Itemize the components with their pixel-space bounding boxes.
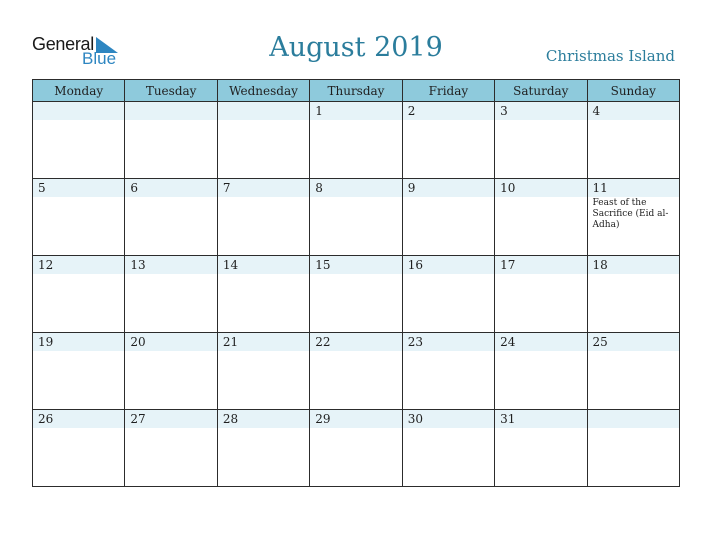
day-cell[interactable] <box>217 102 309 179</box>
day-cell[interactable] <box>125 179 217 256</box>
day-cell[interactable] <box>402 333 494 410</box>
logo-text-blue: Blue <box>82 49 117 68</box>
day-number: 10 <box>500 181 516 195</box>
day-cell[interactable] <box>125 410 217 487</box>
day-cell-band <box>125 102 216 120</box>
day-cell[interactable] <box>402 410 494 487</box>
day-cell[interactable] <box>217 256 309 333</box>
day-number: 21 <box>222 335 239 349</box>
calendar-grid <box>32 79 680 487</box>
day-cell[interactable] <box>310 179 402 256</box>
day-number: 28 <box>222 412 239 426</box>
week-row <box>33 179 680 256</box>
day-cell[interactable] <box>587 333 679 410</box>
day-number: 1 <box>315 104 323 118</box>
day-cell[interactable] <box>495 102 587 179</box>
day-cell[interactable] <box>495 333 587 410</box>
day-cell-band <box>403 179 494 197</box>
day-cell[interactable] <box>310 102 402 179</box>
logo-text-general: General <box>32 34 94 54</box>
day-cell-band <box>588 102 679 120</box>
weekday-header: Friday <box>402 80 494 102</box>
day-cell[interactable] <box>217 179 309 256</box>
day-number: 9 <box>407 181 416 195</box>
day-cell[interactable] <box>402 256 494 333</box>
week-row <box>33 102 680 179</box>
weekday-header: Saturday <box>495 80 587 102</box>
region-label: Christmas Island <box>545 47 675 65</box>
day-cell[interactable] <box>310 333 402 410</box>
day-cell-band <box>588 410 679 428</box>
day-cell[interactable] <box>310 410 402 487</box>
week-row <box>33 410 680 487</box>
day-number: 14 <box>222 258 239 272</box>
day-number: 2 <box>407 104 416 118</box>
day-number: 7 <box>222 181 231 195</box>
day-cell[interactable] <box>402 179 494 256</box>
day-number: 26 <box>38 412 54 426</box>
day-cell-band <box>310 102 401 120</box>
day-cell-band <box>310 179 401 197</box>
day-number: 8 <box>315 181 323 195</box>
day-number: 13 <box>130 258 146 272</box>
day-number: 23 <box>407 335 423 349</box>
day-cell[interactable] <box>125 256 217 333</box>
day-number: 15 <box>315 258 331 272</box>
weekday-header-row <box>33 80 680 102</box>
holiday-event: Feast of the Sacrifice (Eid al-Adha) <box>592 198 669 230</box>
day-cell-band <box>33 102 124 120</box>
day-number: 5 <box>38 181 46 195</box>
day-cell[interactable] <box>495 410 587 487</box>
day-cell[interactable] <box>495 256 587 333</box>
day-cell[interactable] <box>33 179 125 256</box>
day-number: 4 <box>592 104 601 118</box>
day-cell[interactable] <box>587 179 679 256</box>
day-cell[interactable] <box>587 102 679 179</box>
day-cell-band <box>125 179 216 197</box>
day-number: 6 <box>130 181 139 195</box>
day-number: 16 <box>407 258 423 272</box>
day-cell[interactable] <box>125 333 217 410</box>
day-number: 24 <box>500 335 516 349</box>
day-number: 25 <box>592 335 608 349</box>
day-number: 12 <box>38 258 54 272</box>
day-number: 31 <box>500 412 516 426</box>
week-row <box>33 256 680 333</box>
day-cell[interactable] <box>217 333 309 410</box>
day-number: 22 <box>315 335 331 349</box>
day-cell[interactable] <box>33 256 125 333</box>
day-number: 18 <box>592 258 608 272</box>
day-number: 20 <box>130 335 146 349</box>
day-cell[interactable] <box>310 256 402 333</box>
day-number: 30 <box>407 412 423 426</box>
day-cell[interactable] <box>217 410 309 487</box>
day-cell[interactable] <box>33 333 125 410</box>
weekday-header: Sunday <box>587 80 679 102</box>
weekday-header: Monday <box>33 80 125 102</box>
week-row <box>33 333 680 410</box>
day-cell[interactable] <box>587 256 679 333</box>
day-cell[interactable] <box>33 102 125 179</box>
page-title: August 2019 <box>269 32 443 63</box>
day-number: 17 <box>500 258 516 272</box>
day-cell-band <box>218 102 309 120</box>
weekday-header: Tuesday <box>125 80 217 102</box>
day-number: 29 <box>315 412 331 426</box>
day-cell[interactable] <box>125 102 217 179</box>
day-number: 11 <box>592 181 608 195</box>
weekday-header: Wednesday <box>217 80 309 102</box>
day-cell[interactable] <box>495 179 587 256</box>
day-number: 27 <box>130 412 146 426</box>
day-cell-band <box>33 179 124 197</box>
day-cell[interactable] <box>33 410 125 487</box>
day-cell[interactable] <box>402 102 494 179</box>
day-cell-band <box>218 179 309 197</box>
day-cell-band <box>403 102 494 120</box>
day-number: 3 <box>500 104 508 118</box>
day-cell-band <box>495 102 586 120</box>
day-number: 19 <box>38 335 54 349</box>
day-cell[interactable] <box>587 410 679 487</box>
weekday-header: Thursday <box>310 80 402 102</box>
